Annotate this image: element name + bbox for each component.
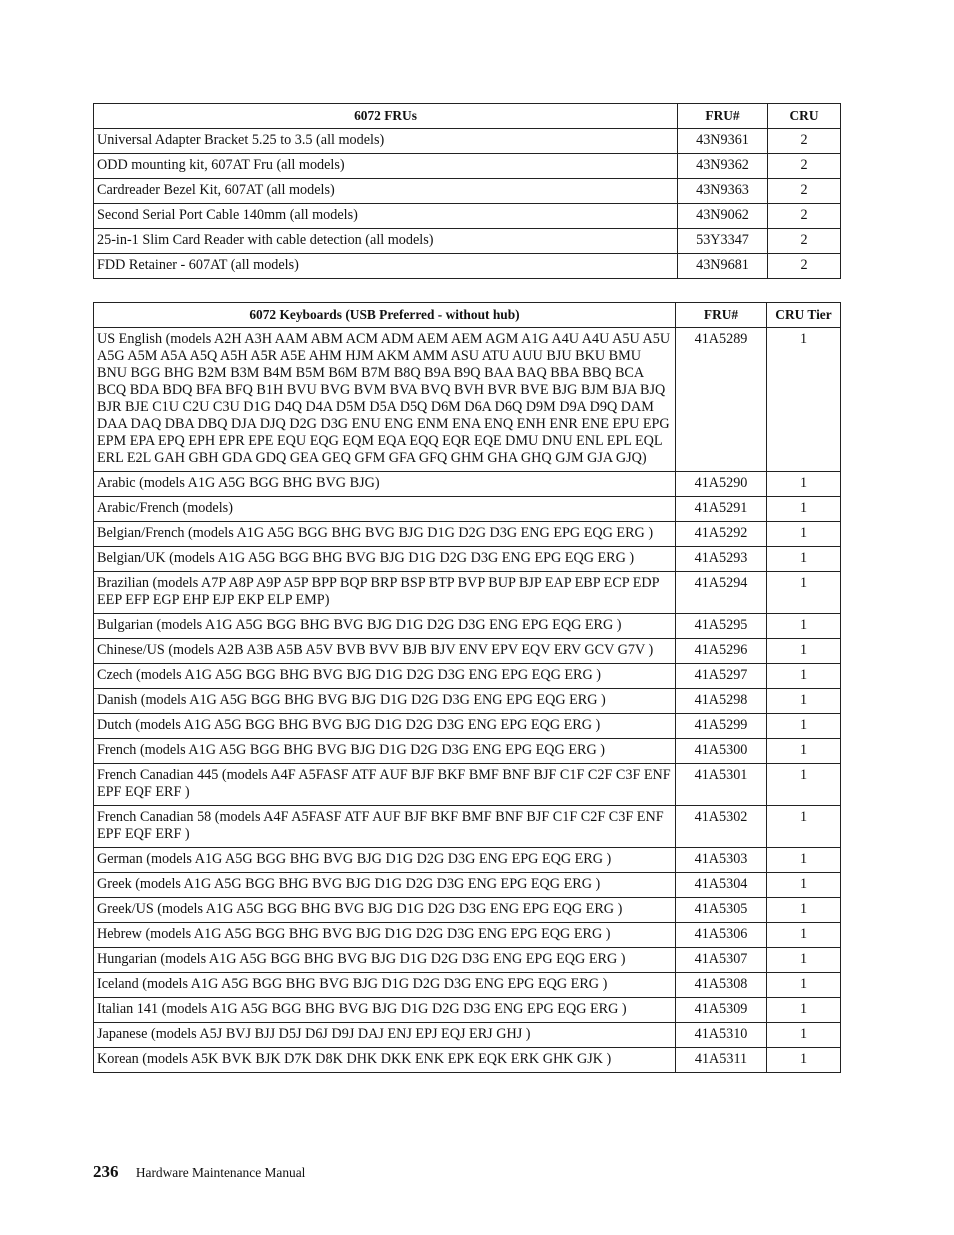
cell-fru-number: 53Y3347 [678, 229, 768, 254]
table-row [94, 806, 841, 848]
table-row [94, 547, 841, 572]
cell-description: French Canadian 58 (models A4F A5FASF ATF AUF BJF BKF BMF BNF BJF C1F C2F C3F ENF EPF EQF ERF ) [94, 806, 676, 848]
cell-description: ODD mounting kit, 607AT Fru (all models) [94, 154, 678, 179]
cell-description: Belgian/UK (models A1G A5G BGG BHG BVG BJG D1G D2G D3G ENG EPG EQG ERG ) [94, 547, 676, 572]
keyboard-table [93, 302, 841, 1073]
cell-fru-number: 41A5294 [676, 572, 767, 614]
cell-cru: 1 [767, 923, 841, 948]
cell-description: Brazilian (models A7P A8P A9P A5P BPP BQP BRP BSP BTP BVP BUP BJP EAP EBP ECP EDP EEP EFP EGP EHP EJP EKP ELP EMP) [94, 572, 676, 614]
cell-fru-number: 41A5299 [676, 714, 767, 739]
cell-cru: 1 [767, 472, 841, 497]
cell-fru-number: 41A5304 [676, 873, 767, 898]
cell-cru: 1 [767, 848, 841, 873]
table-row [94, 328, 841, 472]
cell-cru: 1 [767, 614, 841, 639]
table-row [94, 948, 841, 973]
cell-cru: 1 [767, 873, 841, 898]
cell-description: Universal Adapter Bracket 5.25 to 3.5 (all models) [94, 129, 678, 154]
cell-cru: 2 [768, 204, 841, 229]
keyboard-table-header-fru-number: FRU# [676, 303, 767, 328]
cell-description: Second Serial Port Cable 140mm (all models) [94, 204, 678, 229]
cell-cru: 1 [767, 664, 841, 689]
cell-cru: 2 [768, 179, 841, 204]
fru-table-header-fru-number: FRU# [678, 104, 768, 129]
cell-fru-number: 41A5297 [676, 664, 767, 689]
table-row [94, 472, 841, 497]
cell-cru: 1 [767, 547, 841, 572]
table-row [94, 614, 841, 639]
keyboard-table-header-row [94, 303, 841, 328]
cell-cru: 1 [767, 1023, 841, 1048]
page-number: 236 [93, 1162, 119, 1181]
cell-fru-number: 41A5305 [676, 898, 767, 923]
cell-fru-number: 43N9681 [678, 254, 768, 279]
manual-title: Hardware Maintenance Manual [135, 1165, 306, 1180]
cell-fru-number: 41A5292 [676, 522, 767, 547]
keyboard-table-header-description: 6072 Keyboards (USB Preferred - without hub) [94, 303, 676, 328]
keyboard-table-header-cru-tier: CRU Tier [767, 303, 841, 328]
table-row [94, 254, 841, 279]
fru-table-body [94, 129, 841, 279]
cell-cru: 1 [767, 714, 841, 739]
cell-fru-number: 43N9062 [678, 204, 768, 229]
keyboard-table-body [94, 328, 841, 1073]
table-row [94, 639, 841, 664]
cell-description: Greek (models A1G A5G BGG BHG BVG BJG D1G D2G D3G ENG EPG EQG ERG ) [94, 873, 676, 898]
cell-cru: 1 [767, 948, 841, 973]
fru-table-header-description: 6072 FRUs [94, 104, 678, 129]
table-row [94, 873, 841, 898]
fru-table [93, 103, 841, 279]
cell-description: Japanese (models A5J BVJ BJJ D5J D6J D9J DAJ ENJ EPJ EQJ ERJ GHJ ) [94, 1023, 676, 1048]
cell-cru: 2 [768, 154, 841, 179]
cell-description: Italian 141 (models A1G A5G BGG BHG BVG BJG D1G D2G D3G ENG EPG EQG ERG ) [94, 998, 676, 1023]
table-row [94, 154, 841, 179]
cell-fru-number: 41A5298 [676, 689, 767, 714]
cell-description: French Canadian 445 (models A4F A5FASF ATF AUF BJF BKF BMF BNF BJF C1F C2F C3F ENF EPF EQF ERF ) [94, 764, 676, 806]
cell-description: German (models A1G A5G BGG BHG BVG BJG D1G D2G D3G ENG EPG EQG ERG ) [94, 848, 676, 873]
fru-table-header-row [94, 104, 841, 129]
cell-description: Cardreader Bezel Kit, 607AT (all models) [94, 179, 678, 204]
cell-cru: 1 [767, 764, 841, 806]
cell-cru: 1 [767, 572, 841, 614]
table-row [94, 998, 841, 1023]
cell-description: Chinese/US (models A2B A3B A5B A5V BVB BVV BJB BJV ENV EPV EQV ERV GCV G7V ) [94, 639, 676, 664]
cell-description: Greek/US (models A1G A5G BGG BHG BVG BJG D1G D2G D3G ENG EPG EQG ERG ) [94, 898, 676, 923]
cell-cru: 1 [767, 806, 841, 848]
cell-fru-number: 41A5290 [676, 472, 767, 497]
table-row [94, 229, 841, 254]
table-row [94, 689, 841, 714]
cell-fru-number: 41A5300 [676, 739, 767, 764]
cell-fru-number: 41A5311 [676, 1048, 767, 1073]
table-row [94, 923, 841, 948]
cell-fru-number: 41A5289 [676, 328, 767, 472]
table-row [94, 664, 841, 689]
table-row [94, 848, 841, 873]
table-row [94, 1048, 841, 1073]
cell-cru: 2 [768, 254, 841, 279]
table-row [94, 129, 841, 154]
cell-cru: 2 [768, 229, 841, 254]
cell-cru: 1 [767, 973, 841, 998]
cell-description: Danish (models A1G A5G BGG BHG BVG BJG D1G D2G D3G ENG EPG EQG ERG ) [94, 689, 676, 714]
table-row [94, 739, 841, 764]
cell-fru-number: 41A5295 [676, 614, 767, 639]
cell-cru: 1 [767, 328, 841, 472]
cell-description: US English (models A2H A3H AAM ABM ACM ADM AEM AEM AGM A1G A4U A4U A5U A5U A5G A5M A5A A5Q A5H A5R A5E AHM HJM AKM AMM ASU ATU AUU BJU BKU BMU BNU BGG BHG B2M B3M B4M B5M B6M B7M B8Q B9A B9Q BAA BAQ BBA BBQ BCA BCQ BDA BDQ BFA BFQ B1H BVU BVG BVM BVA BVQ BVH BVR BVE BJG BJM BJA BJQ BJR BJE C1U C2U C3U D1G D4Q D4A D5M D5A D5Q D6M D6A D6Q D9M D9A D9Q DAM DAA DAQ DBA DBQ DJA DJQ D2G D3G ENU ENG ENM ENA ENQ ENH ENR ENE EPU EPG EPM EPA EPQ EPH EPR EPE EQU EQG EQM EQA EQQ EQR EQE DMU DNU ENL EPL EQL ERL E2L GAH GBH GDA GDQ GEA GEQ GFM GFA GFQ GHM GHA GHQ GJM GJA GJQ) [94, 328, 676, 472]
cell-fru-number: 41A5309 [676, 998, 767, 1023]
cell-cru: 1 [767, 898, 841, 923]
cell-description: FDD Retainer - 607AT (all models) [94, 254, 678, 279]
cell-fru-number: 41A5307 [676, 948, 767, 973]
cell-description: Iceland (models A1G A5G BGG BHG BVG BJG D1G D2G D3G ENG EPG EQG ERG ) [94, 973, 676, 998]
cell-fru-number: 41A5302 [676, 806, 767, 848]
cell-description: Czech (models A1G A5G BGG BHG BVG BJG D1G D2G D3G ENG EPG EQG ERG ) [94, 664, 676, 689]
cell-fru-number: 41A5291 [676, 497, 767, 522]
cell-cru: 1 [767, 1048, 841, 1073]
cell-description: Bulgarian (models A1G A5G BGG BHG BVG BJG D1G D2G D3G ENG EPG EQG ERG ) [94, 614, 676, 639]
table-row [94, 1023, 841, 1048]
cell-fru-number: 41A5296 [676, 639, 767, 664]
table-row [94, 898, 841, 923]
cell-fru-number: 41A5301 [676, 764, 767, 806]
cell-description: French (models A1G A5G BGG BHG BVG BJG D1G D2G D3G ENG EPG EQG ERG ) [94, 739, 676, 764]
table-row [94, 973, 841, 998]
cell-fru-number: 43N9363 [678, 179, 768, 204]
table-row [94, 497, 841, 522]
page-footer [93, 1160, 305, 1185]
cell-cru: 1 [767, 522, 841, 547]
fru-table-header-cru: CRU [768, 104, 841, 129]
table-row [94, 179, 841, 204]
cell-fru-number: 41A5293 [676, 547, 767, 572]
table-row [94, 714, 841, 739]
cell-cru: 1 [767, 497, 841, 522]
table-row [94, 204, 841, 229]
cell-description: Hungarian (models A1G A5G BGG BHG BVG BJG D1G D2G D3G ENG EPG EQG ERG ) [94, 948, 676, 973]
cell-description: 25-in-1 Slim Card Reader with cable detection (all models) [94, 229, 678, 254]
cell-description: Arabic (models A1G A5G BGG BHG BVG BJG) [94, 472, 676, 497]
table-row [94, 522, 841, 547]
cell-fru-number: 41A5308 [676, 973, 767, 998]
cell-cru: 2 [768, 129, 841, 154]
cell-fru-number: 41A5303 [676, 848, 767, 873]
cell-cru: 1 [767, 689, 841, 714]
cell-description: Belgian/French (models A1G A5G BGG BHG BVG BJG D1G D2G D3G ENG EPG EQG ERG ) [94, 522, 676, 547]
cell-cru: 1 [767, 998, 841, 1023]
cell-description: Dutch (models A1G A5G BGG BHG BVG BJG D1G D2G D3G ENG EPG EQG ERG ) [94, 714, 676, 739]
cell-description: Korean (models A5K BVK BJK D7K D8K DHK DKK ENK EPK EQK ERK GHK GJK ) [94, 1048, 676, 1073]
cell-description: Hebrew (models A1G A5G BGG BHG BVG BJG D1G D2G D3G ENG EPG EQG ERG ) [94, 923, 676, 948]
cell-cru: 1 [767, 739, 841, 764]
cell-description: Arabic/French (models) [94, 497, 676, 522]
cell-fru-number: 41A5306 [676, 923, 767, 948]
table-row [94, 764, 841, 806]
cell-cru: 1 [767, 639, 841, 664]
cell-fru-number: 41A5310 [676, 1023, 767, 1048]
table-row [94, 572, 841, 614]
cell-fru-number: 43N9362 [678, 154, 768, 179]
cell-fru-number: 43N9361 [678, 129, 768, 154]
